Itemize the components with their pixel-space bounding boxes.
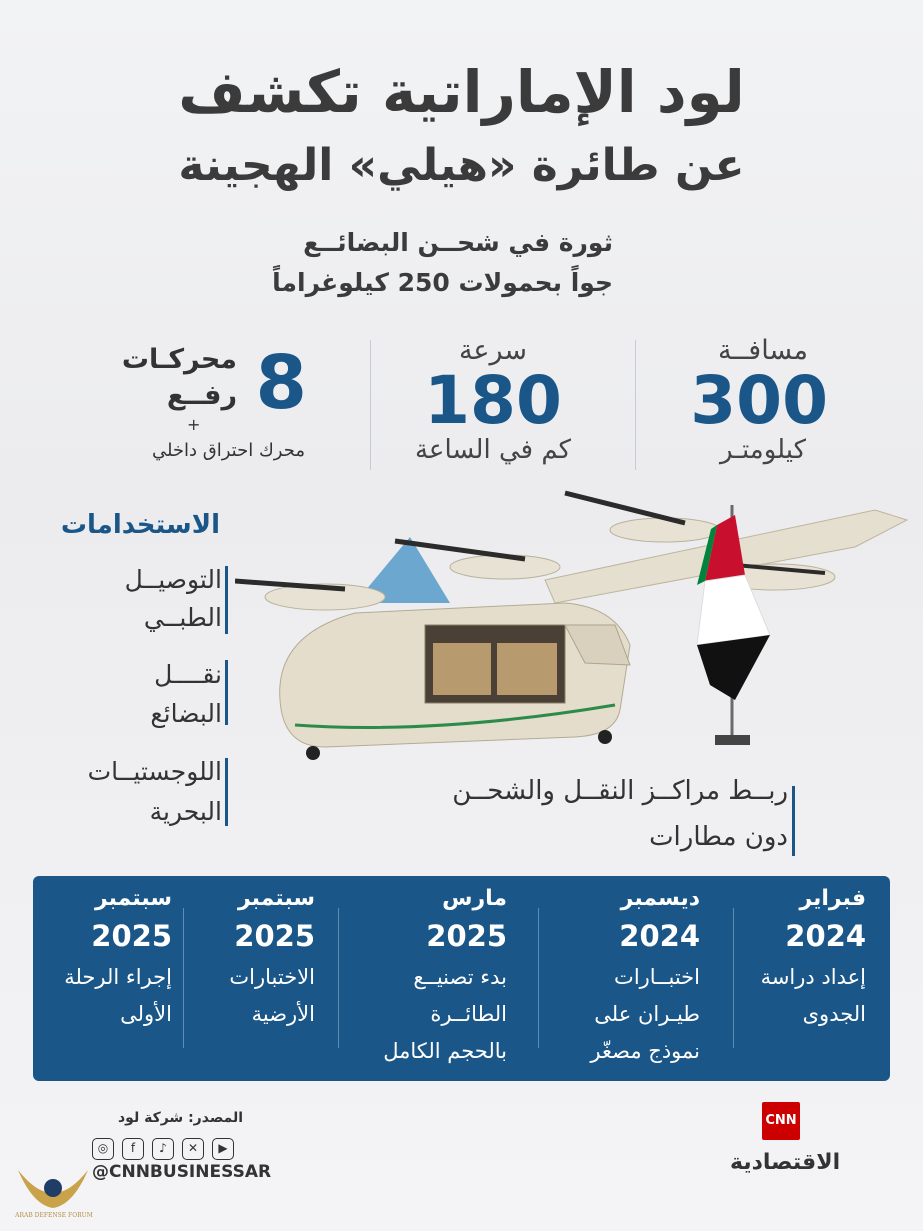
use-medical-line2: الطبــي (143, 603, 222, 632)
timeline-month: سبتمبر (94, 886, 172, 911)
stat-engines-extra: محرك احتراق داخلي (151, 440, 305, 461)
timeline-item (550, 886, 700, 1070)
timeline-year: 2025 (426, 919, 507, 953)
use-cargo-line1: نقــــل (154, 660, 222, 689)
heli-aircraft-illustration (235, 485, 915, 770)
flag-black (697, 635, 770, 700)
timeline-month: سبتمبر (237, 886, 315, 911)
timeline-item (357, 886, 507, 1070)
timeline (33, 876, 890, 1081)
stat-distance-label: مسافــة (718, 335, 808, 366)
source-note: المصدر: شركة لود (118, 1110, 244, 1126)
stat-speed-unit: كم في الساعة (414, 435, 572, 466)
connection-line2: دون مطارات (649, 822, 788, 852)
aircraft-wheel (306, 746, 320, 760)
timeline-year: 2025 (91, 919, 172, 953)
timeline-month: مارس (442, 886, 507, 911)
timeline-year: 2024 (619, 919, 700, 953)
youtube-icon[interactable]: ▶ (212, 1138, 234, 1160)
timeline-year: 2025 (234, 919, 315, 953)
stat-divider (370, 340, 371, 470)
stat-engines-value: 8 (255, 340, 307, 426)
instagram-icon[interactable]: ◎ (92, 1138, 114, 1160)
page-title: لود الإماراتية تكشف (178, 58, 745, 126)
uses-title: الاستخدامات (60, 510, 220, 540)
use-bar (225, 758, 228, 826)
cargo-box (497, 643, 557, 695)
page-title-line2: عن طائرة «هيلي» الهجينة (178, 140, 745, 191)
stat-engines (115, 340, 315, 470)
timeline-separator (538, 908, 539, 1048)
timeline-desc: الاختبارات الأرضية (229, 965, 315, 1026)
use-medical-line1: التوصيــل (124, 565, 222, 594)
connection-line1: ربــط مراكــز النقــل والشحــن (452, 776, 788, 806)
timeline-month: فبراير (799, 886, 866, 911)
subtitle-line1: ثورة في شحــن البضائــع (303, 228, 613, 257)
stat-engines-label1: محركـات (121, 344, 237, 375)
rotor-blade (565, 493, 685, 523)
watermark-text: ARAB DEFENSE FORUM (15, 1212, 93, 1219)
timeline-desc: اختبــارات طيـران على نموذج مصغّر (590, 965, 700, 1063)
tiktok-icon[interactable]: ♪ (152, 1138, 174, 1160)
subtitle-line2: جواً بحمولات 250 كيلوغراماً (272, 268, 613, 297)
connection-bar (792, 786, 795, 856)
timeline-item (185, 886, 315, 1033)
stat-engines-label2: رفــع (166, 380, 237, 411)
x-icon[interactable]: ✕ (182, 1138, 204, 1160)
stat-engines-plus: + (187, 415, 201, 434)
timeline-desc: إعداد دراسة الجدوى (760, 965, 866, 1026)
stat-distance-value: 300 (690, 362, 828, 439)
timeline-item (716, 886, 866, 1033)
timeline-month: ديسمبر (620, 886, 700, 911)
use-bar (225, 660, 228, 725)
timeline-year: 2024 (785, 919, 866, 953)
facebook-icon[interactable]: f (122, 1138, 144, 1160)
flag-base (715, 735, 750, 745)
use-logistics-line1: اللوجستيــات (87, 757, 222, 786)
aircraft-wheel (598, 730, 612, 744)
emblem-icon (44, 1179, 62, 1197)
use-bar (225, 566, 228, 634)
timeline-separator (183, 908, 184, 1048)
cnn-brand-text: الاقتصادية (730, 1150, 841, 1175)
timeline-desc: بدء تصنيــع الطائــرة بالحجم الكامل (383, 965, 507, 1063)
cnn-logo: CNN (762, 1102, 800, 1140)
timeline-desc: إجراء الرحلة الأولى (64, 965, 172, 1026)
stat-divider (635, 340, 636, 470)
stat-distance (690, 335, 828, 466)
timeline-item (42, 886, 172, 1033)
rotor-pod (610, 518, 720, 542)
use-cargo-line2: البضائع (150, 699, 222, 728)
use-logistics-line2: البحرية (149, 797, 222, 826)
cargo-box (433, 643, 491, 695)
social-handle[interactable]: @CNNBUSINESSAR (92, 1162, 272, 1182)
timeline-separator (338, 908, 339, 1048)
social-icons (92, 1138, 234, 1160)
stat-distance-unit: كيلومتـر (720, 435, 806, 466)
stat-speed-value: 180 (424, 362, 562, 439)
stat-speed-label: سرعة (458, 335, 528, 366)
stat-speed (398, 335, 588, 465)
timeline-separator (733, 908, 734, 1048)
